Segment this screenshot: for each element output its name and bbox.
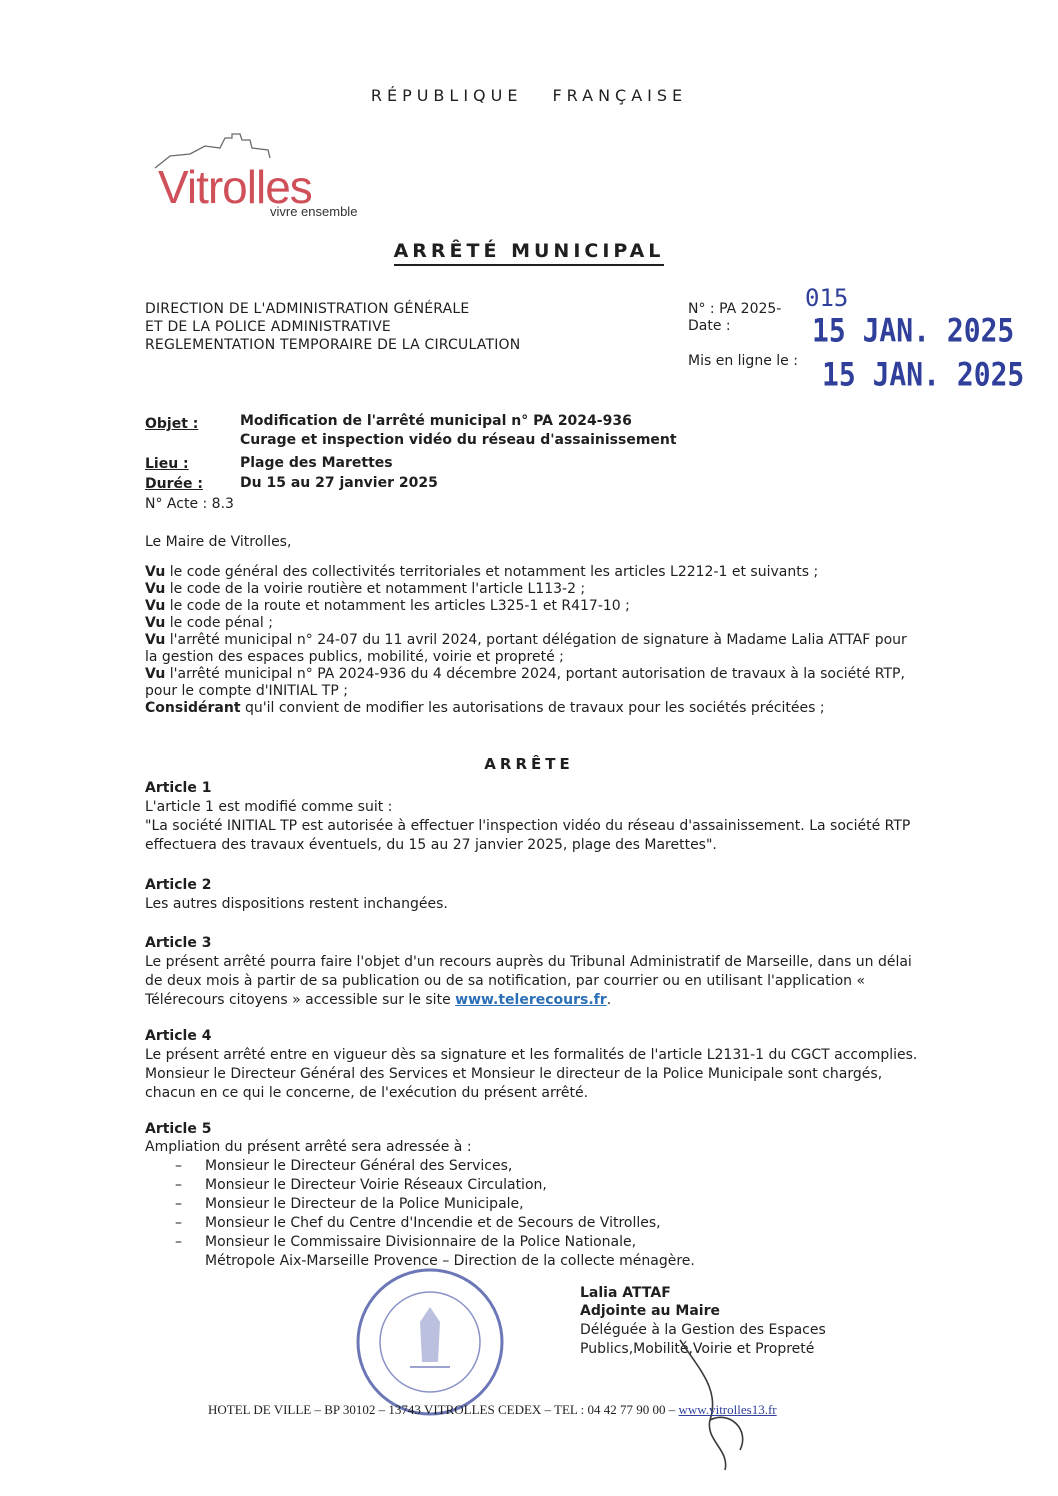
vu-item: Vu le code général des collectivités territoriales et notamment les articles L2212-1 et suivants ; bbox=[145, 564, 819, 580]
republique-francaise bbox=[0, 86, 1058, 105]
vu-item: Vu le code de la voirie routière et notamment l'article L113-2 ; bbox=[145, 581, 586, 597]
direction-line-3: REGLEMENTATION TEMPORAIRE DE LA CIRCULATION bbox=[145, 337, 521, 353]
article-2-title: Article 2 bbox=[145, 877, 212, 893]
article-2-text: Les autres dispositions restent inchangées. bbox=[145, 896, 448, 912]
duree-label: Durée : bbox=[145, 476, 203, 492]
objet-label: Objet : bbox=[145, 416, 199, 432]
document-title: ARRÊTÉ MUNICIPAL bbox=[0, 240, 1058, 262]
reference-number-label: N° : PA 2025- bbox=[688, 301, 782, 317]
maire-intro: Le Maire de Vitrolles, bbox=[145, 534, 292, 550]
article-4-title: Article 4 bbox=[145, 1028, 212, 1044]
list-item: – Monsieur le Directeur Voirie Réseaux Circulation, bbox=[175, 1177, 547, 1193]
lieu-value: Plage des Marettes bbox=[240, 455, 393, 471]
ampliation-list bbox=[175, 1157, 695, 1271]
list-item: – Monsieur le Commissaire Divisionnaire de la Police Nationale, bbox=[175, 1234, 637, 1250]
article-1-text: "La société INITIAL TP est autorisée à effectuer l'inspection vidéo du réseau d'assainissement. La société RTP effectuera des travaux éventuels, du 15 au 27 janvier 2025, plage des Marettes". bbox=[145, 818, 911, 853]
logo-wordmark: Vitrolles bbox=[158, 161, 312, 213]
article-4-text: Le présent arrêté entre en vigueur dès sa signature et les formalités de l'article L2131-1 du CGCT accomplies. Monsieur le Directeur Général des Services et Monsieur le directeur de la Police Municipale sont chargés, chacun en ce qui le concerne, de l'exécution du présent arrêté. bbox=[145, 1047, 918, 1101]
logo-tagline: vivre ensemble bbox=[270, 204, 358, 219]
telerecours-link[interactable]: www.telerecours.fr bbox=[455, 992, 607, 1008]
republique-word: RÉPUBLIQUE bbox=[370, 86, 523, 105]
signatory-delegation-2: Publics,Mobilité,Voirie et Propreté bbox=[580, 1341, 815, 1357]
signatory-delegation-1: Déléguée à la Gestion des Espaces bbox=[580, 1322, 826, 1338]
mairie-seal-stamp-icon bbox=[350, 1262, 510, 1422]
footer-address: HOTEL DE VILLE – BP 30102 – 13743 VITROLLES CEDEX – TEL : 04 42 77 90 00 – www.vitrolles13.fr bbox=[208, 1402, 777, 1417]
footer-website-link[interactable]: www.vitrolles13.fr bbox=[678, 1402, 777, 1417]
francaise-word: FRANÇAISE bbox=[552, 86, 688, 105]
vu-list bbox=[145, 564, 920, 717]
direction-line-2: ET DE LA POLICE ADMINISTRATIVE bbox=[145, 319, 391, 335]
list-item: Métropole Aix-Marseille Provence – Direction de la collecte ménagère. bbox=[205, 1253, 695, 1269]
objet-line-2: Curage et inspection vidéo du réseau d'assainissement bbox=[240, 432, 677, 448]
direction-line-1: DIRECTION DE L'ADMINISTRATION GÉNÉRALE bbox=[145, 301, 470, 317]
date-stamp: 15 JAN. 2025 bbox=[812, 311, 1015, 350]
list-item: – Monsieur le Directeur de la Police Municipale, bbox=[175, 1196, 524, 1212]
vu-item: Vu l'arrêté municipal n° 24-07 du 11 avril 2024, portant délégation de signature à Madame Lalia ATTAF pour la gestion des espaces publics, mobilité, voirie et propreté ; bbox=[145, 632, 907, 665]
vu-item: Vu le code pénal ; bbox=[145, 615, 273, 631]
list-item: – Monsieur le Directeur Général des Services, bbox=[175, 1158, 513, 1174]
signatory-role: Adjointe au Maire bbox=[580, 1303, 720, 1319]
duree-value: Du 15 au 27 janvier 2025 bbox=[240, 475, 438, 491]
vu-item: Vu l'arrêté municipal n° PA 2024-936 du 4 décembre 2024, portant autorisation de travaux à la société RTP, pour le compte d'INITIAL TP ; bbox=[145, 666, 905, 699]
article-5-title: Article 5 bbox=[145, 1121, 212, 1137]
vu-item: Vu le code de la route et notamment les articles L325-1 et R417-10 ; bbox=[145, 598, 630, 614]
article-1-title: Article 1 bbox=[145, 780, 212, 796]
online-date-label: Mis en ligne le : bbox=[688, 353, 798, 369]
article-3-text: Le présent arrêté pourra faire l'objet d'un recours auprès du Tribunal Administratif de Marseille, dans un délai de deux mois à partir de sa publication ou de sa notification, par courrier ou en utilisant l'application « Télérecours citoyens » accessible sur le site www.telerecours.fr. bbox=[145, 954, 912, 1008]
signatory-name: Lalia ATTAF bbox=[580, 1285, 671, 1301]
objet-line-1: Modification de l'arrêté municipal n° PA 2024-936 bbox=[240, 413, 632, 429]
online-date-stamp: 15 JAN. 2025 bbox=[822, 355, 1025, 394]
arrete-heading: ARRÊTE bbox=[484, 755, 574, 773]
acte-number: N° Acte : 8.3 bbox=[145, 496, 234, 512]
list-item: – Monsieur le Chef du Centre d'Incendie et de Secours de Vitrolles, bbox=[175, 1215, 661, 1231]
considerant-item: Considérant qu'il convient de modifier les autorisations de travaux pour les sociétés précitées ; bbox=[145, 700, 825, 716]
article-3-title: Article 3 bbox=[145, 935, 212, 951]
date-label: Date : bbox=[688, 318, 731, 334]
article-5-intro: Ampliation du présent arrêté sera adressée à : bbox=[145, 1139, 472, 1155]
lieu-label: Lieu : bbox=[145, 456, 189, 472]
article-1-intro: L'article 1 est modifié comme suit : bbox=[145, 799, 393, 815]
reference-number-handwritten: 015 bbox=[805, 284, 849, 312]
